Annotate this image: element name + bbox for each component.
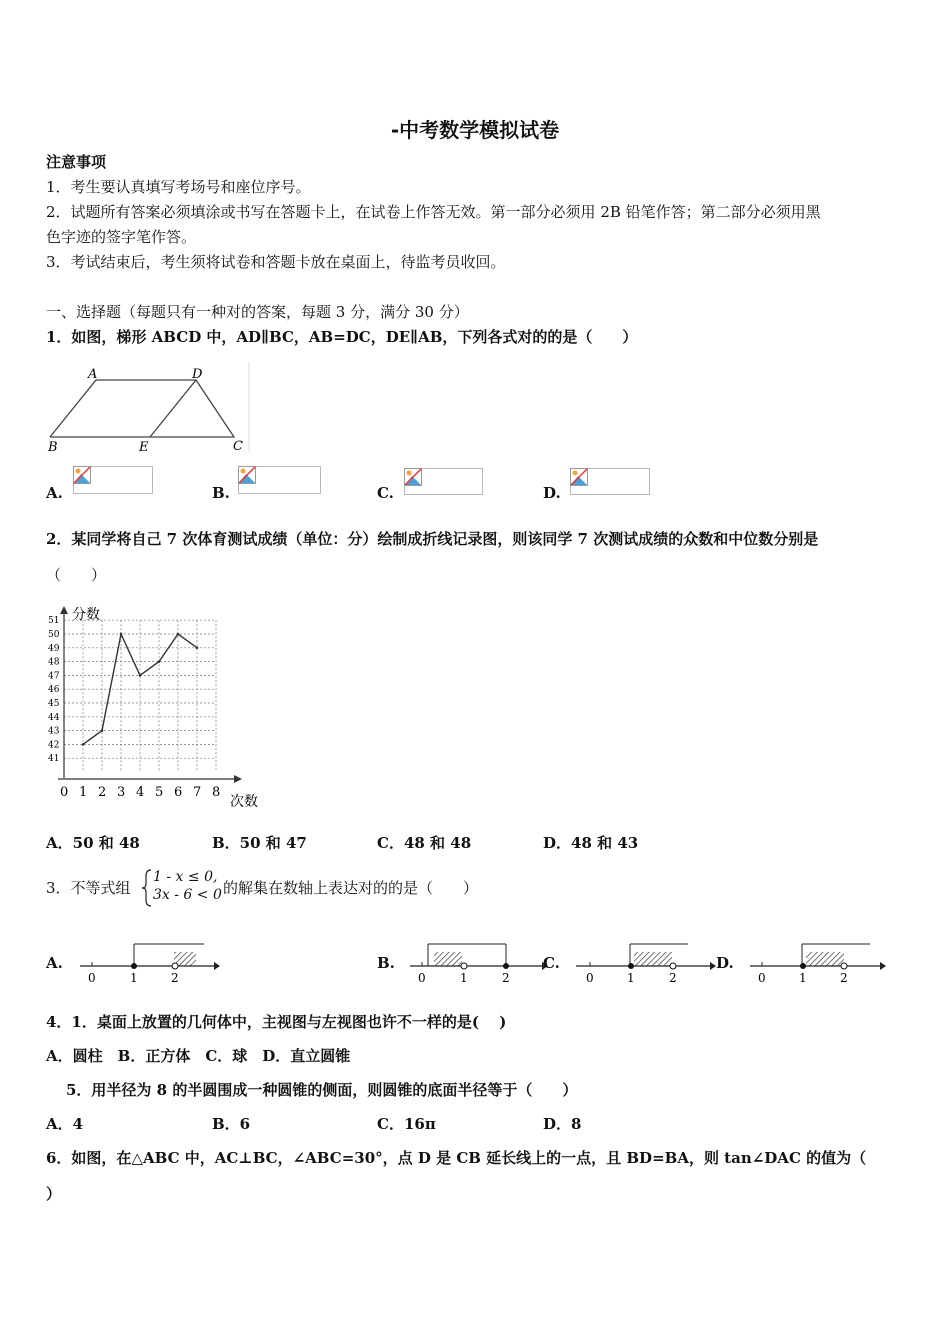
svg-text:1: 1	[799, 971, 807, 985]
question-6-text-cont: ）	[46, 1185, 62, 1203]
broken-image-icon	[73, 466, 91, 484]
q3-option-c-numberline	[574, 936, 716, 988]
broken-image-icon	[570, 468, 588, 486]
notice-item-2: 2．试题所有答案必须填涂或书写在答题卡上，在试卷上作答无效。第一部分必须用 2B 铅笔作答；第二部分必须用黑	[46, 203, 821, 221]
data-point	[196, 647, 199, 650]
q5-option-a: A．4	[46, 1115, 84, 1133]
system-brace	[141, 869, 153, 907]
data-point	[120, 633, 123, 636]
question-2-text: 2．某同学将自己 7 次体育测试成绩（单位：分）绘制成折线记录图，则该同学 7 次测试成绩的众数和中位数分别是	[46, 530, 819, 548]
data-point	[177, 633, 180, 636]
svg-text:0: 0	[418, 971, 426, 985]
trapezoid-figure	[46, 362, 252, 454]
x-tick-label: 4	[136, 785, 145, 800]
q5-option-b: B．6	[212, 1115, 251, 1133]
svg-text:0: 0	[586, 971, 594, 985]
x-tick-label: 3	[117, 785, 126, 800]
x-tick-label: 1	[79, 785, 88, 800]
q3-option-b-numberline	[408, 936, 548, 988]
q1-option-a-label: A.	[46, 484, 63, 502]
q1-option-c-image	[404, 468, 483, 495]
data-point	[101, 729, 104, 732]
q1-option-b-image	[238, 466, 321, 494]
q5-option-d: D．8	[543, 1115, 582, 1133]
y-axis-label: 分数	[72, 607, 100, 623]
q5-option-c: C．16π	[377, 1115, 436, 1133]
q3-option-d-label: D.	[716, 954, 734, 972]
question-1-text: 1．如图，梯形 ABCD 中，AD∥BC，AB=DC，DE∥AB，下列各式对的的是（ ）	[46, 328, 638, 346]
svg-text:2: 2	[840, 971, 848, 985]
svg-text:1: 1	[627, 971, 635, 985]
label-A: A	[88, 367, 98, 382]
y-tick-label: 43	[48, 726, 60, 737]
x-tick-label: 0	[60, 785, 69, 800]
q3-option-d-numberline	[748, 936, 886, 988]
y-tick-label: 47	[48, 671, 60, 682]
inequality-2: 3x - 6 < 0	[153, 887, 222, 903]
y-tick-label: 41	[48, 754, 60, 765]
q1-option-d-label: D.	[543, 484, 561, 502]
data-point	[158, 660, 161, 663]
data-point	[82, 743, 85, 746]
y-tick-label: 51	[48, 616, 60, 627]
page-title: -中考数学模拟试卷	[390, 118, 560, 142]
notice-heading: 注意事项	[46, 153, 107, 171]
label-B: B	[48, 440, 58, 454]
svg-text:2: 2	[669, 971, 677, 985]
question-2-text-cont: （ ）	[46, 566, 107, 584]
q2-option-d: D．48 和 43	[543, 834, 639, 852]
x-tick-label: 7	[193, 785, 202, 800]
svg-text:0: 0	[758, 971, 766, 985]
q1-option-a-image	[73, 466, 153, 494]
label-D: D	[192, 367, 203, 382]
question-6-text: 6．如图，在△ABC 中，AC⊥BC，∠ABC=30°，点 D 是 CB 延长线上的一点，且 BD=BA，则 tan∠DAC 的值为（	[46, 1149, 867, 1167]
question-5-text: 5．用半径为 8 的半圆围成一种圆锥的侧面，则圆锥的底面半径等于（ ）	[66, 1081, 578, 1099]
label-E: E	[139, 440, 149, 454]
y-tick-label: 44	[48, 712, 60, 723]
q3-option-a-label: A.	[46, 954, 63, 972]
svg-text:2: 2	[171, 971, 179, 985]
y-tick-label: 45	[48, 699, 60, 709]
notice-item-1: 1．考生要认真填写考场号和座位序号。	[46, 178, 311, 196]
y-tick-label: 48	[48, 657, 60, 668]
q4-options: A．圆柱 B．正方体 C．球 D．直立圆锥	[46, 1047, 351, 1065]
y-tick-label: 42	[48, 740, 60, 751]
y-axis-arrow	[60, 606, 68, 614]
section-heading: 一、选择题（每题只有一种对的答案，每题 3 分，满分 30 分）	[46, 303, 469, 321]
q2-option-b: B．50 和 47	[212, 834, 307, 852]
broken-image-icon	[238, 466, 256, 484]
q2-option-c: C．48 和 48	[377, 834, 472, 852]
score-line-chart	[46, 602, 266, 814]
x-tick-label: 2	[98, 785, 107, 800]
q1-option-d-image	[570, 468, 650, 495]
q3-option-a-numberline	[78, 936, 220, 988]
inequality-1: 1 - x ≤ 0,	[153, 869, 218, 885]
q1-option-c-label: C.	[377, 484, 394, 502]
y-tick-label: 46	[48, 685, 60, 696]
label-C: C	[233, 439, 243, 454]
y-tick-label: 49	[48, 643, 60, 654]
notice-item-2-cont: 色字迹的签字笔作答。	[46, 228, 197, 246]
x-tick-label: 8	[212, 785, 221, 800]
q3-option-c-label: C.	[543, 954, 560, 972]
data-point	[139, 674, 142, 677]
broken-image-icon	[404, 468, 422, 486]
q3-option-b-label: B.	[377, 954, 395, 972]
svg-text:0: 0	[88, 971, 96, 985]
x-tick-label: 6	[174, 785, 183, 800]
question-3-prefix: 3．不等式组	[46, 879, 131, 897]
x-axis-arrow	[234, 775, 242, 783]
x-axis-label: 次数	[230, 794, 258, 810]
y-tick-label: 50	[48, 630, 60, 640]
question-4-text: 4．1．桌面上放置的几何体中，主视图与左视图也许不一样的是( )	[46, 1013, 507, 1031]
svg-text:1: 1	[130, 971, 138, 985]
svg-text:2: 2	[502, 971, 510, 985]
q1-option-b-label: B.	[212, 484, 230, 502]
notice-item-3: 3．考试结束后，考生须将试卷和答题卡放在桌面上，待监考员收回。	[46, 253, 506, 271]
x-tick-label: 5	[155, 785, 164, 800]
question-3-suffix: 的解集在数轴上表达对的的是（ ）	[223, 879, 479, 897]
q2-option-a: A．50 和 48	[46, 834, 140, 852]
svg-text:1: 1	[460, 971, 468, 985]
